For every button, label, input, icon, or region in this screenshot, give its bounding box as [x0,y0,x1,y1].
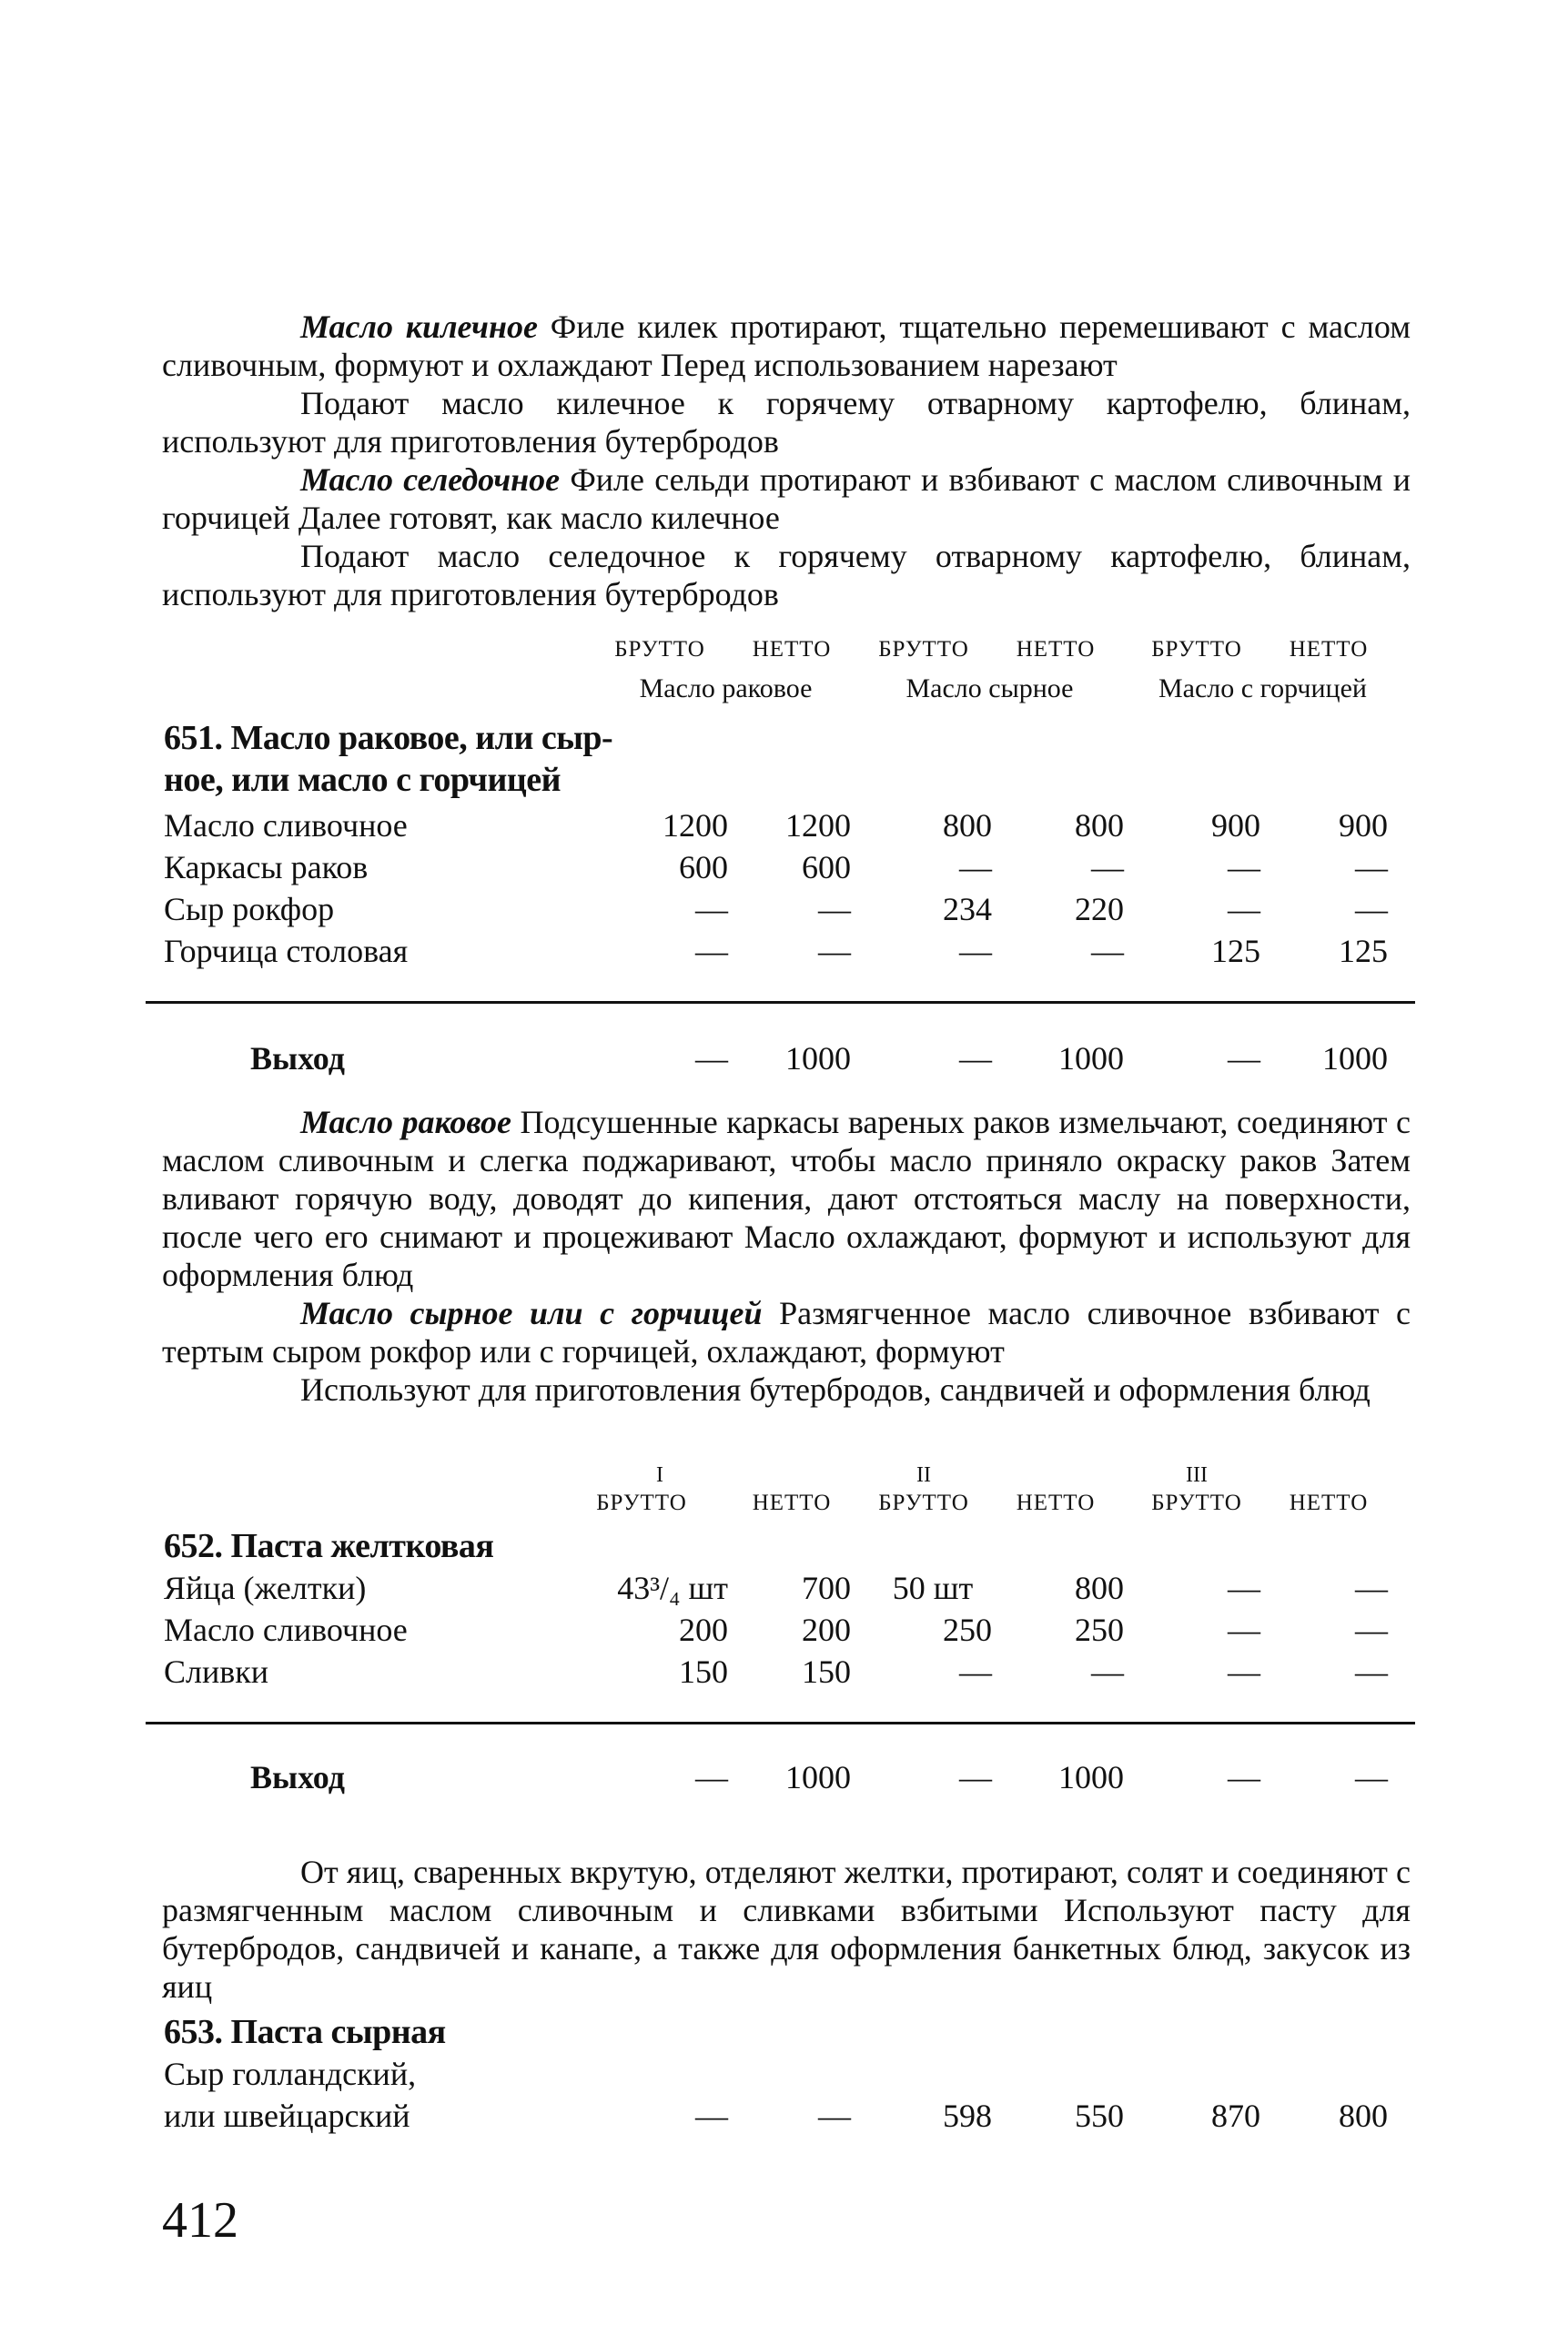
table-row: Сыр рокфор — — 234 220 — — [164,891,1388,927]
paragraph-yolk-paste: От яиц, сваренных вкрутую, отделяют желтки, протирают, солят и соединяют с размягченным маслом сливочным и сливками взбитыми Используют пасту для бутербродов, сандвичей и канапе, а также для оформления банкетных блюд, закусок из яиц [162,1854,1411,2005]
table-row: Масло сливочное 200 200 250 250 — — [164,1612,1388,1648]
table-rule [146,1001,1415,1004]
col-header: НЕТТО [752,637,832,662]
group-header: I [656,1463,663,1487]
paragraph-cheese-butter: Масло сырное или с горчицей Размягченное масло сливочное взбивают с тертым сыром рокфор или с горчицей, охлаждают, формуют [162,1295,1411,1370]
col-header: НЕТТО [1289,637,1369,662]
group-header: Масло сырное [905,673,1074,703]
paragraph-kilka-butter: Масло килечное Филе килек протирают, тщательно перемешивают с маслом сливочным, формуют и охлаждают Перед использованием нарезают [162,308,1411,383]
output-row: Выход — 1000 — 1000 — — [250,1759,1388,1795]
table-rule [146,1722,1415,1724]
paragraph-herring-serving: Подают масло селедочное к горячему отварному картофелю, блинам, используют для приготовления бутербродов [162,538,1411,612]
recipe-title: 652. Паста желтковая [164,1527,494,1565]
group-header: Масло с горчицей [1158,673,1367,703]
table-row: Сливки 150 150 — — — — [164,1653,1388,1690]
paragraph-cheese-usage: Используют для приготовления бутербродов, сандвичей и оформления блюд [300,1371,1371,1408]
paragraph-title: Масло селедочное [300,461,561,498]
col-header: БРУТТО [596,1491,687,1515]
paragraph-title: Масло раковое [300,1104,511,1140]
col-header: БРУТТО [878,637,969,662]
paragraph-title: Масло сырное или с горчицей [300,1295,763,1331]
recipe-title: 651. Масло раковое, или сыр- [164,719,613,757]
col-header: НЕТТО [1289,1491,1369,1515]
col-header: БРУТТО [614,637,705,662]
col-header: НЕТТО [1016,1491,1096,1515]
col-header: БРУТТО [1151,1491,1242,1515]
paragraph-herring-butter: Масло селедочное Филе сельди протирают и взбивают с маслом сливочным и горчицей Далее готовят, как масло килечное [162,461,1411,536]
col-header: НЕТТО [752,1491,832,1515]
col-header: БРУТТО [878,1491,969,1515]
paragraph-title: Масло килечное [300,308,538,345]
group-header: II [916,1463,931,1487]
table-row: или швейцарский — — 598 550 870 800 [164,2098,1388,2134]
paragraph-kilka-serving: Подают масло килечное к горячему отварному картофелю, блинам, используют для приготовления бутербродов [162,385,1411,460]
table-row: Яйца (желтки) 43³/₄ шт 700 50 шт 800 — — [164,1570,1388,1606]
paragraph-crayfish-butter: Масло раковое Подсушенные каркасы вареных раков измельчают, соединяют с маслом сливочным и слегка поджаривают, чтобы масло приняло окраску раков Затем вливают горячую воду, доводят до кипения, дают отстояться маслу на поверхности, после чего его снимают и процеживают Масло охлаждают, формуют и используют для оформления блюд [162,1104,1411,1293]
col-header: БРУТТО [1151,637,1242,662]
output-row: Выход — 1000 — 1000 — 1000 [250,1040,1388,1077]
group-header: III [1186,1463,1208,1487]
table-row: Каркасы раков 600 600 — — — — [164,849,1388,885]
table-row: Масло сливочное 1200 1200 800 800 900 900 [164,807,1388,844]
col-header: НЕТТО [1016,637,1096,662]
group-header: Масло раковое [639,673,813,703]
table-row: Сыр голландский, [164,2056,417,2092]
recipe-title: ное, или масло с горчицей [164,761,561,799]
recipe-title: 653. Паста сырная [164,2013,446,2051]
page-number: 412 [162,2192,238,2249]
table-row: Горчица столовая — — — — 125 125 [164,933,1388,969]
